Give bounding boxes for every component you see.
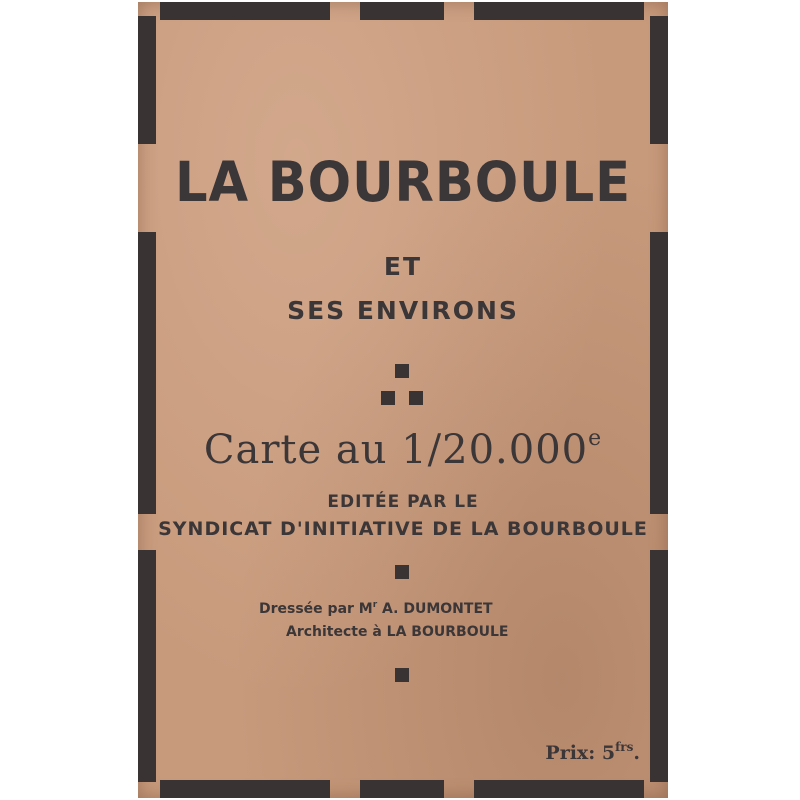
author-sup: r [372,600,378,610]
frame-bar-bottom-right [474,780,644,798]
ornament-square-middle [395,565,409,579]
map-scale-line [138,426,668,473]
author-prefix: Dressée par M [259,601,373,617]
carte-scale: 1/20.000 [401,427,589,473]
carte-prefix: Carte au [203,427,402,473]
frame-bar-left-top [138,16,156,144]
frame-bar-right-top [650,16,668,144]
frame-bar-top-right [474,2,644,20]
frame-bar-bottom-left [160,780,330,798]
subtitle-environs: SES ENVIRONS [287,296,519,325]
frame-bar-right-bottom [650,550,668,782]
ornament-square-bottom [395,668,409,682]
syndicat-line: SYNDICAT D'INITIATIVE DE LA BOURBOULE [158,518,648,540]
frame-bar-left-bottom [138,550,156,782]
editee-line: EDITÉE PAR LE [327,492,479,512]
frame-bar-bottom-center [360,780,444,798]
author-name: A. DUMONTET [377,601,493,617]
carte-suffix: e [588,426,603,451]
ornament-square-left [381,391,395,405]
architect-line: Architecte à LA BOURBOULE [286,624,509,640]
cover-title: LA BOURBOULE [174,150,632,214]
ornament-square-right [409,391,423,405]
ornament-square-top [395,364,409,378]
subtitle-et: ET [383,252,423,281]
map-cover [138,2,668,798]
frame-bar-top-center [360,2,444,20]
price-prefix: Prix: 5 [545,742,616,764]
price-dot: . [633,742,640,764]
frame-bar-top-left [160,2,330,20]
price-label [545,740,640,764]
author-line [259,600,493,617]
price-sup: frs [615,740,634,754]
